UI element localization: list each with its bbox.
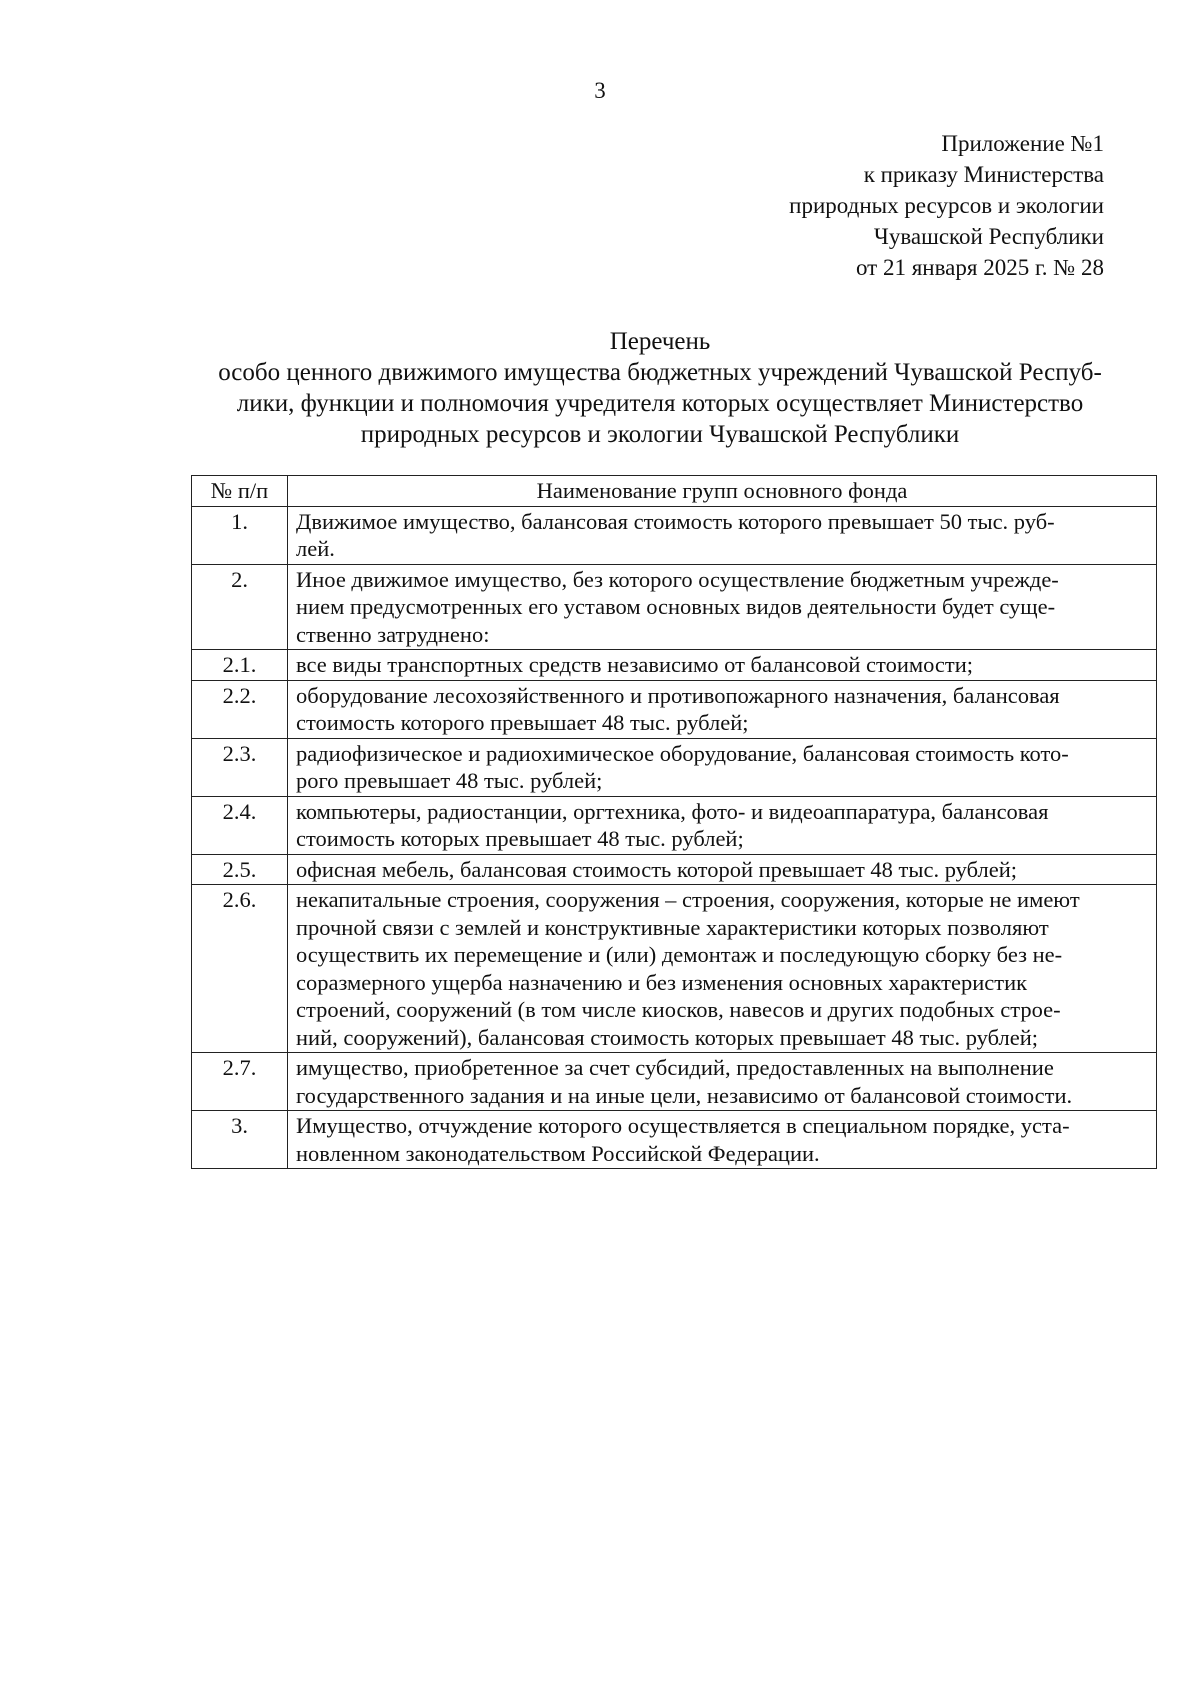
- title-heading: Перечень: [609, 328, 711, 355]
- appendix-block: [789, 128, 1104, 283]
- row-description-line: государственного задания и на иные цели, независимо от балансовой стоимости.: [296, 1082, 1073, 1108]
- row-number: 2.6.: [192, 885, 288, 1053]
- row-description-line: соразмерного ущерба назначению и без изменения основных характеристик: [296, 969, 1028, 995]
- table-header-row: [192, 476, 1157, 507]
- row-description-line: нием предусмотренных его уставом основных видов деятельности будет суще-: [296, 594, 1056, 619]
- row-number: 2.7.: [192, 1053, 288, 1111]
- row-number: 1.: [192, 506, 288, 564]
- table-row: [192, 885, 1157, 1053]
- table-row: [192, 796, 1157, 854]
- appendix-line: к приказу Министерства: [863, 162, 1104, 187]
- table-row: [192, 1111, 1157, 1169]
- appendix-line: природных ресурсов и экологии: [789, 193, 1104, 218]
- row-description-line: ний, сооружений), балансовая стоимость которых превышает 48 тыс. рублей;: [296, 1024, 1039, 1050]
- row-description-line: некапитальные строения, сооружения – строения, сооружения, которые не имеют: [296, 887, 1080, 912]
- table-row: [192, 854, 1157, 885]
- row-description-line: все виды транспортных средств независимо от балансовой стоимости;: [296, 652, 974, 677]
- row-description: [288, 506, 1157, 564]
- row-description: [288, 680, 1157, 738]
- row-number: 3.: [192, 1111, 288, 1169]
- row-number: 2.: [192, 564, 288, 650]
- row-description-line: осуществить их перемещение и (или) демонтаж и последующую сборку без не-: [296, 942, 1063, 967]
- row-description: [288, 1053, 1157, 1111]
- appendix-line: от 21 января 2025 г. № 28: [855, 255, 1104, 280]
- table-body: [192, 506, 1157, 1169]
- row-description-line: прочной связи с землей и конструктивные характеристики которых позволяют: [296, 914, 1049, 940]
- table-row: [192, 680, 1157, 738]
- row-description-line: офисная мебель, балансовая стоимость которой превышает 48 тыс. рублей;: [296, 856, 1018, 882]
- row-number: 2.5.: [192, 854, 288, 885]
- row-number: 2.2.: [192, 680, 288, 738]
- row-description-line: Движимое имущество, балансовая стоимость которого превышает 50 тыс. руб-: [296, 508, 1055, 534]
- table-row: [192, 738, 1157, 796]
- row-description-line: новленном законодательством Российской Федерации.: [296, 1140, 820, 1166]
- title-line: природных ресурсов и экологии Чувашской Республики: [360, 421, 960, 448]
- row-description-line: Иное движимое имущество, без которого осуществление бюджетным учрежде-: [296, 566, 1059, 592]
- row-description-line: стоимость которых превышает 48 тыс. рублей;: [296, 826, 744, 851]
- row-description-line: ственно затруднено:: [296, 621, 490, 647]
- column-header-name: Наименование групп основного фонда: [288, 476, 1157, 507]
- row-description: [288, 796, 1157, 854]
- row-description-line: радиофизическое и радиохимическое оборудование, балансовая стоимость кото-: [296, 740, 1069, 766]
- page-number: 3: [594, 78, 606, 103]
- table-row: [192, 506, 1157, 564]
- table-row: [192, 650, 1157, 681]
- row-description-line: лей.: [296, 536, 335, 561]
- column-header-number: № п/п: [192, 476, 288, 507]
- row-description-line: строений, сооружений (в том числе киосков, навесов и других подобных строе-: [296, 997, 1061, 1022]
- row-description: [288, 650, 1157, 681]
- row-number: 2.3.: [192, 738, 288, 796]
- row-number: 2.1.: [192, 650, 288, 681]
- row-description-line: имущество, приобретенное за счет субсидий, предоставленных на выполнение: [296, 1055, 1054, 1080]
- row-description-line: стоимость которого превышает 48 тыс. рублей;: [296, 710, 749, 735]
- row-description: [288, 1111, 1157, 1169]
- row-description: [288, 854, 1157, 885]
- appendix-line: Чувашской Республики: [873, 224, 1104, 249]
- row-number: 2.4.: [192, 796, 288, 854]
- row-description: [288, 885, 1157, 1053]
- table-row: [192, 1053, 1157, 1111]
- row-description-line: Имущество, отчуждение которого осуществляется в специальном порядке, уста-: [296, 1113, 1070, 1138]
- table-row: [192, 564, 1157, 650]
- row-description: [288, 564, 1157, 650]
- row-description-line: компьютеры, радиостанции, оргтехника, фото- и видеоаппаратура, балансовая: [296, 798, 1049, 824]
- document-title: [180, 326, 1140, 450]
- title-line: особо ценного движимого имущества бюджетных учреждений Чувашской Респуб-: [218, 359, 1102, 386]
- row-description-line: оборудование лесохозяйственного и противопожарного назначения, балансовая: [296, 682, 1060, 708]
- assets-table: [191, 475, 1157, 1169]
- row-description: [288, 738, 1157, 796]
- appendix-line: Приложение №1: [941, 131, 1104, 156]
- title-line: лики, функции и полномочия учредителя которых осуществляет Министерство: [236, 390, 1084, 417]
- row-description-line: рого превышает 48 тыс. рублей;: [296, 768, 603, 793]
